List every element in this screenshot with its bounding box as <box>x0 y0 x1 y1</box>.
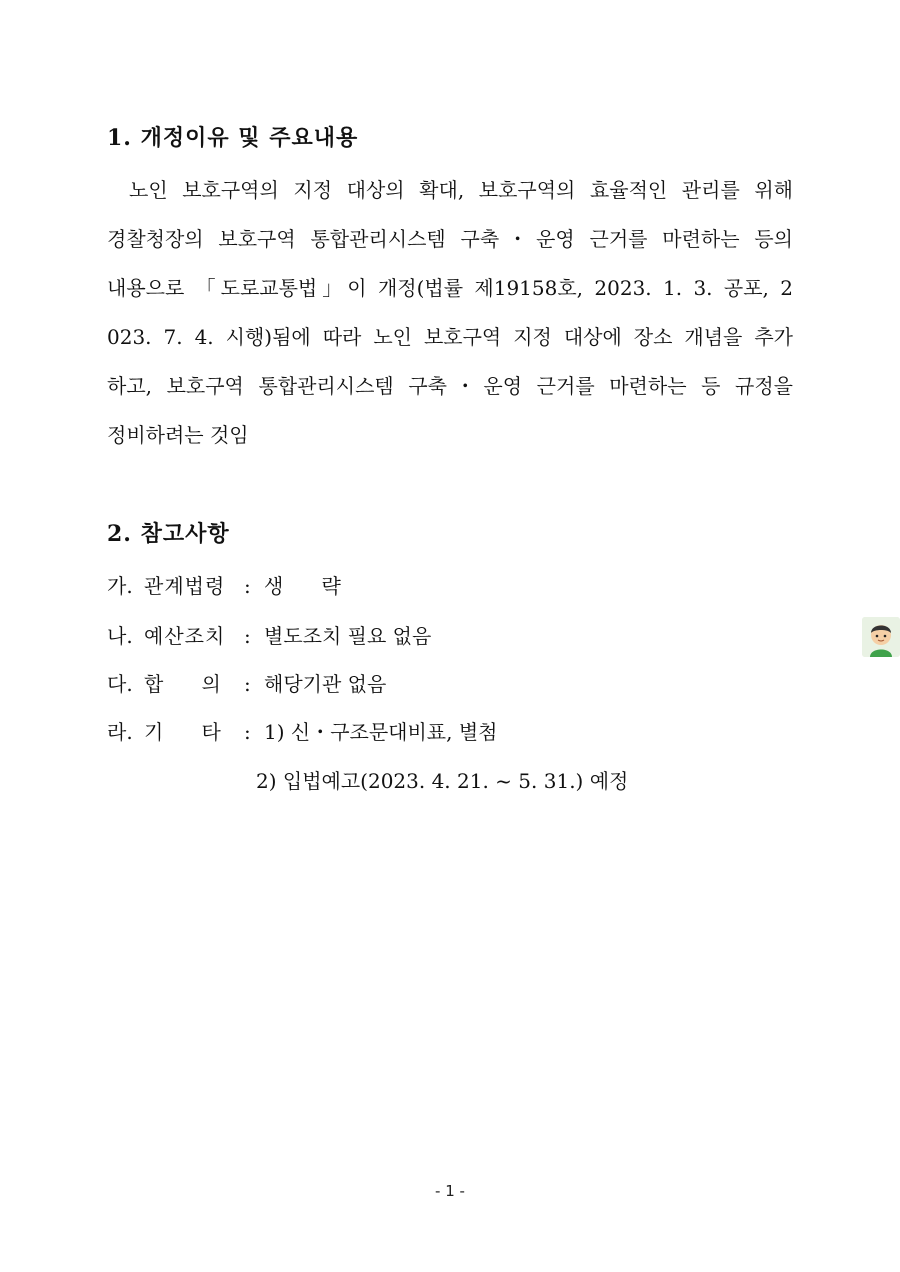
item-value: 1) 신・구조문대비표, 별첨 <box>264 720 498 744</box>
reference-sub-item: 2) 입법예고(2023. 4. 21. ~ 5. 31.) 예정 <box>256 769 629 793</box>
item-label: 관계법령 <box>144 574 226 598</box>
reference-item-related-laws <box>107 570 341 599</box>
item-label: 합 의 <box>144 672 221 696</box>
reference-item-other <box>107 716 497 745</box>
item-letter: 라. <box>107 720 133 744</box>
person-avatar-icon[interactable] <box>862 617 900 657</box>
item-value: 별도조치 필요 없음 <box>264 624 432 648</box>
paragraph-line: 정비하려는 것임 <box>107 423 249 447</box>
paragraph-line: 023. 7. 4. 시행)됨에 따라 노인 보호구역 지정 대상에 장소 개념을 추가 <box>107 325 793 349</box>
reference-item-agreement <box>107 668 386 697</box>
item-colon: : <box>244 720 251 744</box>
paragraph-line: 하고, 보호구역 통합관리시스템 구축・운영 근거를 마련하는 등 규정을 <box>107 374 793 398</box>
paragraph-line: 경찰청장의 보호구역 통합관리시스템 구축・운영 근거를 마련하는 등의 <box>107 227 793 251</box>
item-colon: : <box>244 574 251 598</box>
page-number: - 1 - <box>435 1182 465 1200</box>
item-letter: 가. <box>107 574 133 598</box>
item-colon: : <box>244 624 251 648</box>
item-letter: 다. <box>107 672 133 696</box>
reference-item-budget <box>107 620 431 649</box>
paragraph-line: 내용으로 「도로교통법」이 개정(법률 제19158호, 2023. 1. 3. 공포, 2 <box>107 276 793 300</box>
item-label: 예산조치 <box>144 624 226 648</box>
item-value: 생 략 <box>264 574 341 598</box>
item-letter: 나. <box>107 624 133 648</box>
item-colon: : <box>244 672 251 696</box>
section-1-heading: 1. 개정이유 및 주요내용 <box>107 125 359 151</box>
paragraph-line: 노인 보호구역의 지정 대상의 확대, 보호구역의 효율적인 관리를 위해 <box>129 178 793 202</box>
section-2-heading: 2. 참고사항 <box>107 521 230 547</box>
item-value: 해당기관 없음 <box>264 672 387 696</box>
item-label: 기 타 <box>144 720 221 744</box>
